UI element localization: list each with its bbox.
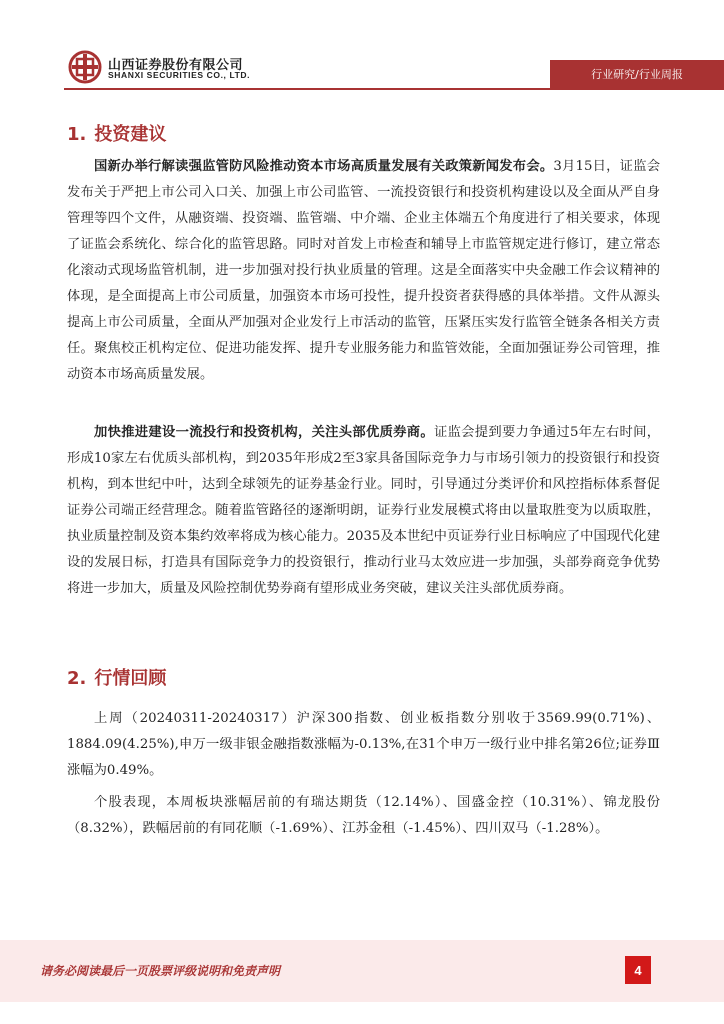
paragraph-lead: 加快推进建设一流投行和投资机构，关注头部优质券商。: [94, 425, 434, 440]
paragraph-body: 3月15日，证监会发布关于严把上市公司入口关、加强上市公司监管、一流投资银行和投资机构建设以及全面从严自身管理等四个文件，从融资端、投资端、监管端、中介端、企业主体端五个角度进行了相关要求，体现了证监会系统化、综合化的监管思路。同时对首发上市检查和辅导上市监管规定进行修订，建立常态化滚动式现场监管机制，进一步加强对投行执业质量的管理。这是全面落实中央金融工作会议精神的体现，是全面提高上市公司质量，加强资本市场可投性，提升投资者获得感的具体举措。文件从源头提高上市公司质量，全面从严加强对企业发行上市活动的监管，压紧压实发行监管全链条各相关方责任。聚焦校正机构定位、促进功能发挥、提升专业服务能力和监管效能，全面加强证券公司管理，推动资本市场高质量发展。: [67, 159, 660, 382]
shanxi-securities-logo-icon: [68, 50, 102, 84]
company-name-en: SHANXI SECURITIES CO., LTD.: [108, 70, 251, 80]
section-heading-investment-advice: [67, 120, 166, 146]
paragraph-body: 个股表现，本周板块涨幅居前的有瑞达期货（12.14%）、国盛金控（10.31%）、锦龙股份（8.32%），跌幅居前的有同花顺（-1.69%）、江苏金租（-1.45%）、四川双马（-1.28%）。: [67, 795, 660, 836]
section-number: 2.: [67, 668, 87, 689]
paragraph-lead: 国新办举行解读强监管防风险推动资本市场高质量发展有关政策新闻发布会。: [94, 159, 554, 174]
disclaimer-text: 请务必阅读最后一页股票评级说明和免责声明: [40, 964, 281, 978]
page-header: [0, 0, 724, 92]
company-name-cn: 山西证券股份有限公司: [108, 58, 244, 73]
section-title: 行情回顾: [94, 668, 167, 689]
section-number: 1.: [67, 124, 87, 145]
paragraph: [67, 790, 660, 842]
paragraph: [67, 154, 660, 388]
report-type-label: 行业研究/行业周报: [550, 60, 724, 88]
section-title: 投资建议: [94, 124, 167, 145]
page-number: 4: [625, 956, 651, 984]
header-divider: [64, 88, 724, 90]
paragraph: [67, 706, 660, 784]
paragraph-body: 证监会提到要力争通过5年左右时间，形成10家左右优质头部机构，到2035年形成2至3家具备国际竞争力与市场引领力的投资银行和投资机构，到本世纪中叶，达到全球领先的证券基金行业。同时，引导通过分类评价和风控指标体系督促证券公司端正经营理念。随着监管路径的逐渐明朗，证券行业发展模式将由以量取胜变为以质取胜，执业质量控制及资本集约效率将成为核心能力。2035及本世纪中页证券行业日标响应了中国现代化建设的发展日标，打造具有国际竞争力的投资银行，推动行业马太效应进一步加强，头部券商竞争优势将进一步加大，质量及风险控制优势券商有望形成业务突破，建议关注头部优质券商。: [67, 425, 661, 596]
section-heading-market-review: [67, 664, 166, 690]
paragraph: [67, 420, 660, 602]
paragraph-body: 上周（20240311-20240317）沪深300指数、创业板指数分别收于3569.99(0.71%)、1884.09(4.25%),申万一级非银金融指数涨幅为-0.13%,在31个申万一级行业中排名第26位;证券Ⅲ涨幅为0.49%。: [67, 711, 660, 778]
